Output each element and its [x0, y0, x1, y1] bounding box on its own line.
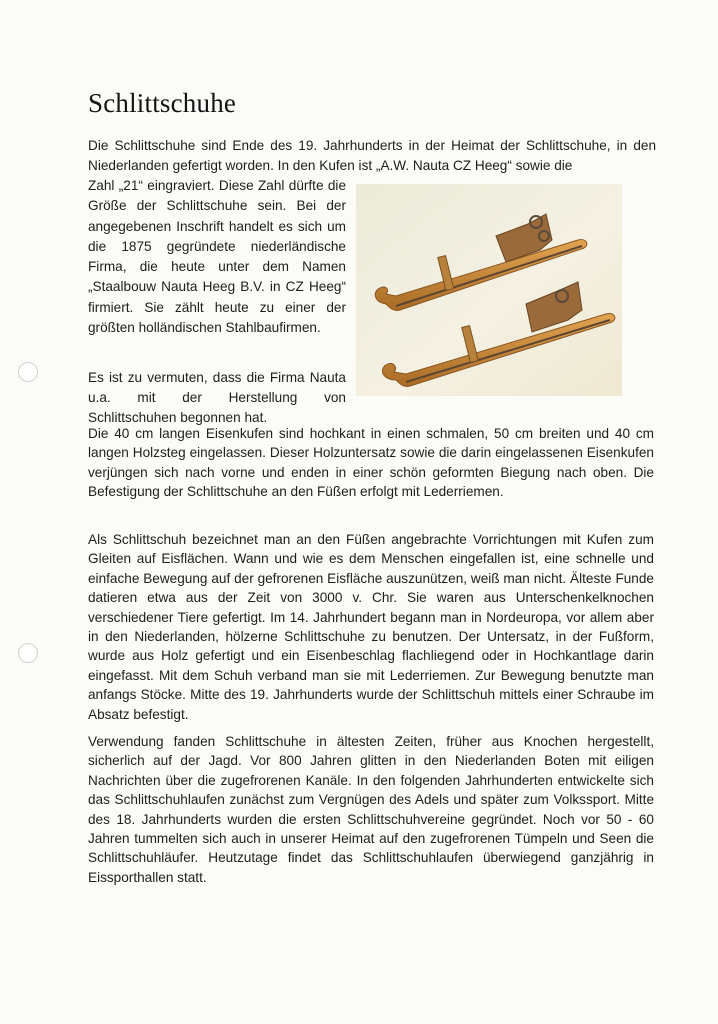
paragraph-inscription: Zahl „21“ eingraviert. Diese Zahl dürfte die Größe der Schlittschuhe sein. Bei der angegebenen Inschrift handelt es sich um die 1875 gegründete niederländische Firma, die heute unter dem Namen „Staalbouw Nauta Heeg B.V. in CZ Heeg“ firmiert. Sie zählt heute zu einer der größten holländischen Stahlbaufirmen. — [88, 178, 346, 336]
paragraph-construction: Die 40 cm langen Eisenkufen sind hochkant in einen schmalen, 50 cm breiten und 40 cm langen Holzsteg eingelassen. Dieser Holzuntersatz sowie die darin eingelassenen Eisenkufen verjüngen sich nach vorne und enden in einer schön geformten Biegung nach oben. Die Befestigung der Schlittschuhe an den Füßen erfolgt mit Lederriemen. — [88, 426, 654, 499]
punch-hole-bottom — [18, 643, 38, 663]
page-title: Schlittschuhe — [88, 88, 237, 118]
paragraph-assumption: Es ist zu vermuten, dass die Firma Nauta u.a. mit der Herstellung von Schlittschuhen begonnen hat. — [88, 370, 346, 425]
paragraph-intro: Die Schlittschuhe sind Ende des 19. Jahrhunderts in der Heimat der Schlittschuhe, in den Niederlanden gefertigt worden. In den Kufen ist „A.W. Nauta CZ Heeg“ sowie die — [88, 138, 656, 173]
paragraph-history: Als Schlittschuh bezeichnet man an den Füßen angebrachte Vorrichtungen mit Kufen zum Gleiten auf Eisflächen. Wann und wie es dem Menschen eingefallen ist, eine schnelle und einfache Bewegung auf der gefrorenen Eisfläche auszunützen, weiß man nicht. Älteste Funde datieren etwa aus der Zeit von 3000 v. Chr. Sie waren aus Unterschenkelknochen verschiedener Tiere gefertigt. Im 14. Jahrhundert begann man in Nordeuropa, vor allem aber in den Niederlanden, hölzerne Schlittschuhe zu benutzen. Der Untersatz, in der Fußform, wurde aus Holz gefertigt und ein Eisenbeschlag flachliegend oder in Hochkantlage darin eingefasst. Mit dem Schuh verband man sie mit Lederriemen. Zur Bewegung benutzte man anfangs Stöcke. Mitte des 19. Jahrhunderts wurde der Schlittschuh mittels einer Schraube im Absatz befestigt. — [88, 532, 654, 722]
punch-hole-top — [18, 362, 38, 382]
paragraph-usage: Verwendung fanden Schlittschuhe in ältesten Zeiten, früher aus Knochen hergestellt, sicherlich auf der Jagd. Vor 800 Jahren glitten in den Niederlanden Boten mit eiligen Nachrichten über die zugefrorenen Kanäle. In den folgenden Jahrhunderten entwickelte sich das Schlittschuhlaufen zunächst zum Vergnügen des Adels und später zum Volkssport. Mitte des 18. Jahrhunderts wurden die ersten Schlittschuhvereine gegründet. Noch vor 50 - 60 Jahren tummelten sich auch in unserer Heimat auf den zugefrorenen Tümpeln und Seen die Schlittschuhläufer. Heutzutage findet das Schlittschuhlaufen überwiegend ganzjährig in Eissporthallen statt. — [88, 734, 654, 885]
ice-skates-photo — [356, 184, 622, 396]
